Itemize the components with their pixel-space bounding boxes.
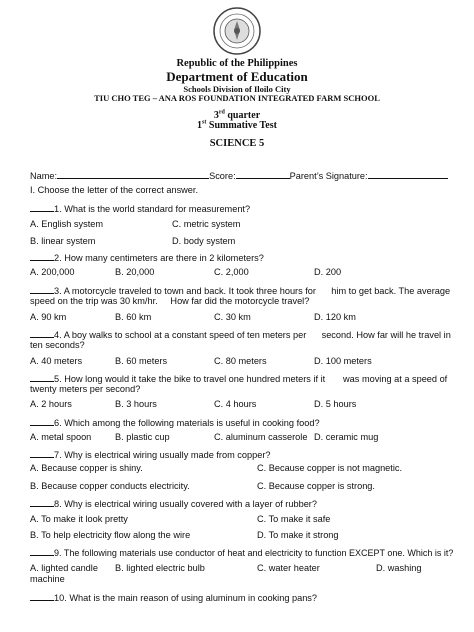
q3-option: C. 30 km: [214, 312, 251, 322]
question-1: 1. What is the world standard for measurement?: [30, 202, 250, 214]
q1-option: A. English system: [30, 219, 104, 229]
name-field[interactable]: [57, 169, 209, 179]
answer-blank-6[interactable]: [30, 416, 54, 426]
q8-option: A. To make it look pretty: [30, 514, 128, 524]
q9-option: D. washing: [376, 563, 422, 573]
header-test: 1st Summative Test: [197, 119, 277, 131]
q6-option: A. metal spoon: [30, 432, 92, 442]
q6-option: C. aluminum casserole: [214, 432, 308, 442]
answer-blank-1[interactable]: [30, 202, 54, 212]
q4-option: C. 80 meters: [214, 356, 267, 366]
q2-option: B. 20,000: [115, 267, 155, 277]
q4-option: D. 100 meters: [314, 356, 372, 366]
q2-option: D. 200: [314, 267, 342, 277]
question-6: 6. Which among the following materials is useful in cooking food?: [30, 416, 320, 428]
q5-option: A. 2 hours: [30, 399, 72, 409]
instruction: I. Choose the letter of the correct answer.: [30, 185, 199, 195]
parent-signature-label: Parent’s Signature:: [289, 171, 368, 181]
q3-option: A. 90 km: [30, 312, 67, 322]
question-8: 8. Why is electrical wiring usually covered with a layer of rubber?: [30, 497, 317, 509]
answer-blank-2[interactable]: [30, 251, 54, 261]
question-4-cont: ten seconds?: [30, 340, 85, 350]
q4-option: A. 40 meters: [30, 356, 83, 366]
question-5: 5. How long would it take the bike to travel one hundred meters if it was moving at a speed of: [30, 372, 447, 384]
q7-option: B. Because copper conducts electricity.: [30, 481, 190, 491]
answer-blank-7[interactable]: [30, 448, 54, 458]
header-school: TIU CHO TEG – ANA ROS FOUNDATION INTEGRATED FARM SCHOOL: [94, 93, 380, 103]
score-field[interactable]: [236, 169, 290, 179]
header-quarter: 3rd quarter: [213, 109, 261, 121]
q1-option: D. body system: [172, 236, 236, 246]
q7-option: A. Because copper is shiny.: [30, 463, 143, 473]
header-department: Department of Education: [166, 69, 308, 84]
answer-blank-4[interactable]: [30, 328, 54, 338]
score-label: Score:: [209, 171, 236, 181]
question-9: 9. The following materials use conductor of heat and electricity to function EXCEPT one. Which is it?: [30, 546, 453, 558]
q3-option: D. 120 km: [314, 312, 356, 322]
q8-option: B. To help electricity flow along the wire: [30, 530, 191, 540]
answer-blank-10[interactable]: [30, 591, 54, 601]
q8-option: C. To make it safe: [257, 514, 331, 524]
q1-option: B. linear system: [30, 236, 96, 246]
question-2: 2. How many centimeters are there in 2 kilometers?: [30, 251, 264, 263]
header-division: Schools Division of Iloilo City: [183, 84, 291, 94]
q5-option: D. 5 hours: [314, 399, 357, 409]
answer-blank-5[interactable]: [30, 372, 54, 382]
q4-option: B. 60 meters: [115, 356, 168, 366]
question-3-cont: speed on the trip was 30 km/hr. How far did the motorcycle travel?: [30, 296, 310, 306]
parent-signature-field[interactable]: [368, 169, 448, 179]
q2-option: A. 200,000: [30, 267, 75, 277]
q5-option: C. 4 hours: [214, 399, 257, 409]
question-5-cont: twenty meters per second?: [30, 384, 141, 394]
q1-option: C. metric system: [172, 219, 241, 229]
q2-option: C. 2,000: [214, 267, 249, 277]
q6-option: B. plastic cup: [115, 432, 170, 442]
question-3: 3. A motorcycle traveled to town and back. It took three hours for him to get back. The average: [30, 284, 450, 296]
question-10: 10. What is the main reason of using aluminum in cooking pans?: [30, 591, 317, 603]
q7-option: C. Because copper is strong.: [257, 481, 375, 491]
q9-option-cont: machine: [30, 574, 65, 584]
answer-blank-8[interactable]: [30, 497, 54, 507]
header-subject: SCIENCE 5: [209, 138, 265, 149]
question-4: 4. A boy walks to school at a constant speed of ten meters per second. How far will he travel in: [30, 328, 451, 340]
q9-option: C. water heater: [257, 563, 320, 573]
name-label: Name:: [30, 171, 58, 181]
q5-option: B. 3 hours: [115, 399, 157, 409]
q8-option: D. To make it strong: [257, 530, 339, 540]
q9-option: A. lighted candle: [30, 563, 98, 573]
header-republic: Republic of the Philippines: [176, 58, 298, 69]
deped-seal-icon: [212, 6, 262, 56]
question-7: 7. Why is electrical wiring usually made from copper?: [30, 448, 271, 460]
answer-blank-9[interactable]: [30, 546, 54, 556]
q9-option: B. lighted electric bulb: [115, 563, 205, 573]
q3-option: B. 60 km: [115, 312, 152, 322]
q7-option: C. Because copper is not magnetic.: [257, 463, 403, 473]
student-info-row: [30, 169, 448, 181]
q6-option: D. ceramic mug: [314, 432, 379, 442]
answer-blank-3[interactable]: [30, 284, 54, 294]
